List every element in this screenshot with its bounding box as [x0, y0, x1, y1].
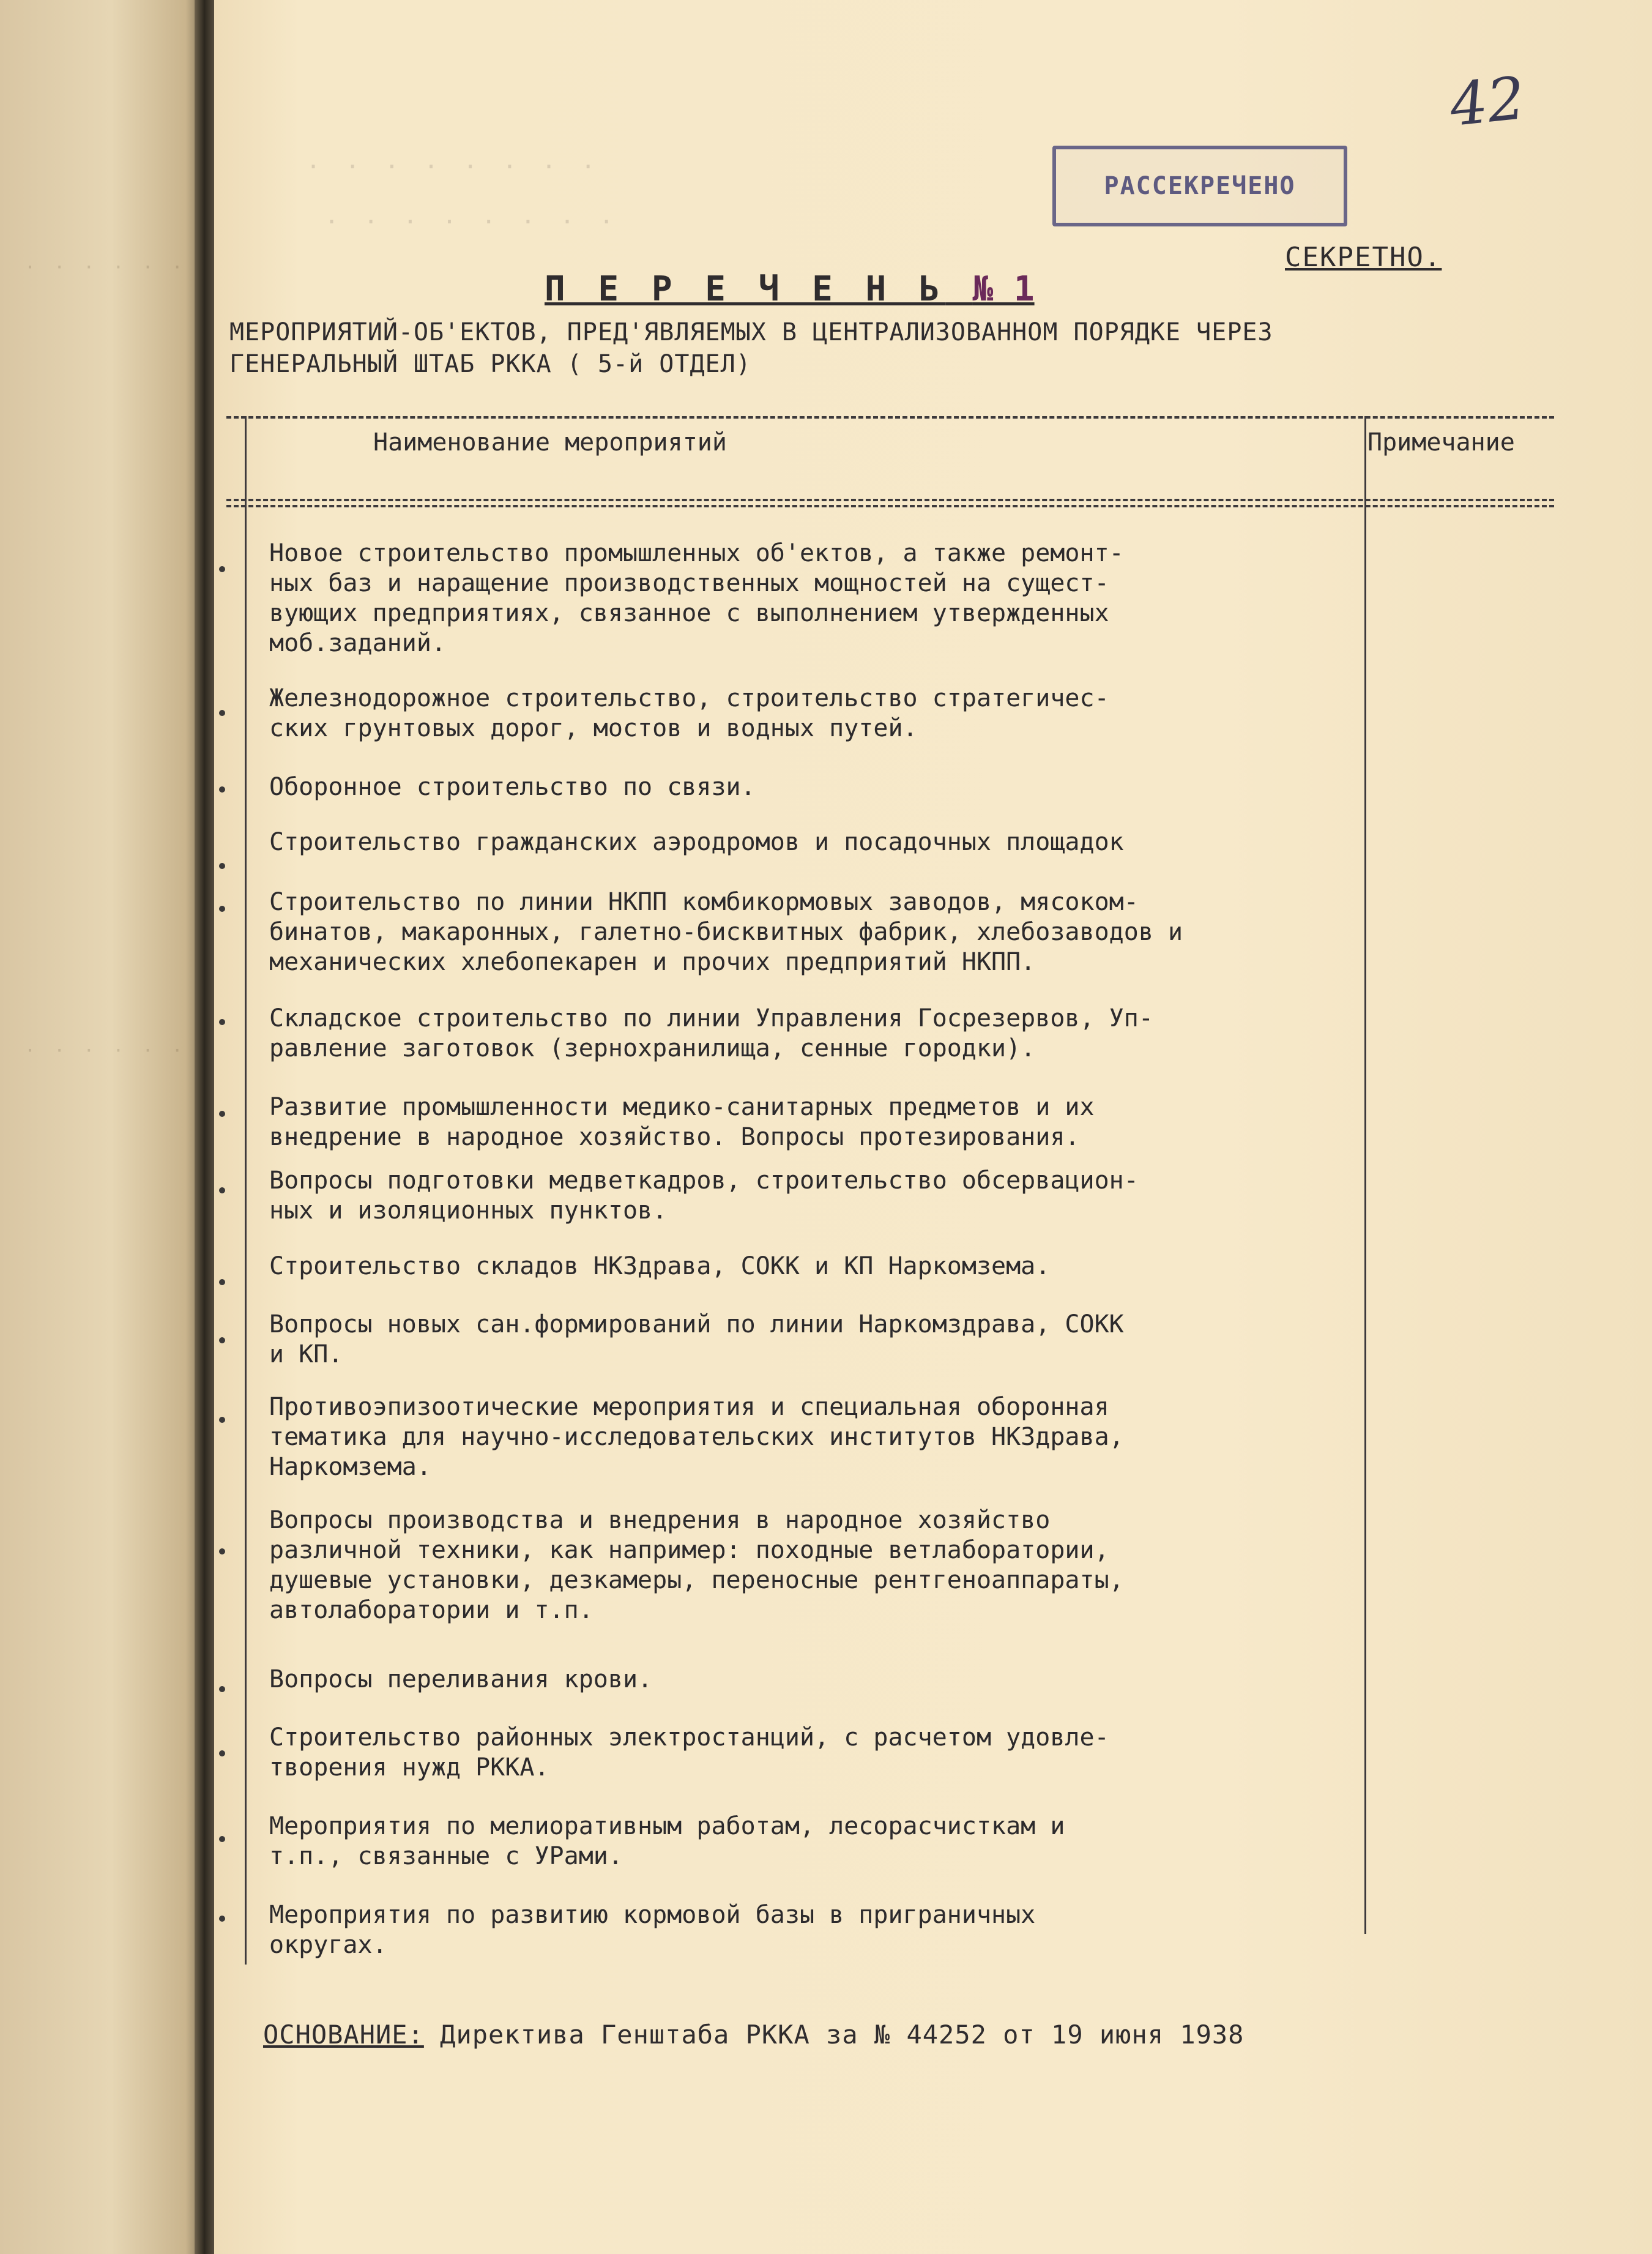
- list-item: Складское строительство по линии Управления Госрезервов, Уп- равление заготовок (зернохранилища, сенные городки).: [269, 1004, 1153, 1062]
- basis-text: Директива Генштаба РККА за № 44252 от 19 июня 1938: [423, 2020, 1245, 2050]
- declassified-stamp: РАССЕКРЕЧЕНО: [1052, 146, 1347, 226]
- list-bullet: [219, 1836, 225, 1842]
- list-bullet: [219, 906, 225, 912]
- heading-number: № 1: [972, 269, 1035, 309]
- list-item: Вопросы переливания крови.: [269, 1665, 653, 1693]
- basis-line: [263, 2020, 1244, 2050]
- list-item: Строительство складов НКЗдрава, СОКК и КП Наркомзема.: [269, 1252, 1051, 1280]
- list-bullet: [219, 1916, 225, 1922]
- col-name-header: Наименование мероприятий: [373, 428, 727, 457]
- list-bullet: [219, 1548, 225, 1554]
- document-heading: [545, 269, 1035, 309]
- list-bullet: [219, 566, 225, 572]
- list-item: Строительство гражданских аэродромов и посадочных площадок: [269, 828, 1124, 856]
- list-item: Мероприятия по развитию кормовой базы в приграничных округах.: [269, 1901, 1036, 1959]
- list-item: Мероприятия по мелиоративным работам, лесорасчисткам и т.п., связанные с УРами.: [269, 1812, 1065, 1870]
- bleed-through-mark: · · · · · ·: [24, 1040, 187, 1062]
- heading-word: П Е Р Е Ч Е Н Ь: [545, 269, 946, 309]
- list-bullet: [219, 710, 225, 716]
- bleed-through-mark: · · · · · · · ·: [324, 208, 619, 236]
- table-left-border: [245, 416, 247, 1965]
- col-note-header: Примечание: [1367, 428, 1515, 457]
- bleed-through-mark: · · · · · · · ·: [306, 153, 601, 181]
- list-item: Развитие промышленности медико-санитарных предметов и их внедрение в народное хозяйство. Вопросы протезирования.: [269, 1093, 1095, 1151]
- basis-label: ОСНОВАНИЕ:: [263, 2020, 424, 2050]
- list-bullet: [219, 863, 225, 869]
- list-item: Оборонное строительство по связи.: [269, 773, 756, 801]
- document-page: [214, 0, 1652, 2254]
- list-item: Строительство по линии НКПП комбикормовых заводов, мясоком- бинатов, макаронных, галетно-бисквитных фабрик, хлебозаводов и механических хлебопекарен и прочих предприятий НКПП.: [269, 888, 1183, 976]
- list-bullet: [219, 1337, 225, 1343]
- table-top-rule: [226, 416, 1554, 419]
- adjacent-page: [0, 0, 202, 2254]
- list-bullet: [219, 1279, 225, 1285]
- list-bullet: [219, 1111, 225, 1117]
- list-bullet: [219, 1417, 225, 1423]
- list-bullet: [219, 1750, 225, 1756]
- list-item: Вопросы производства и внедрения в народное хозяйство различной техники, как например: походные ветлаборатории, душевые установки, дезкамеры, переносные рентгеноаппараты, автолаборатории и т.п.: [269, 1506, 1124, 1624]
- list-bullet: [219, 1686, 225, 1692]
- subtitle-line-2: ГЕНЕРАЛЬНЫЙ ШТАБ РККА ( 5-й ОТДЕЛ): [229, 350, 751, 378]
- list-item: Вопросы новых сан.формирований по линии Наркомздрава, СОКК и КП.: [269, 1310, 1124, 1368]
- table-header-rule: [226, 499, 1554, 501]
- subtitle-line-1: МЕРОПРИЯТИЙ-ОБ'ЕКТОВ, ПРЕД'ЯВЛЯЕМЫХ В ЦЕНТРАЛИЗОВАННОМ ПОРЯДКЕ ЧЕРЕЗ: [229, 318, 1273, 346]
- list-item: Железнодорожное строительство, строительство стратегичес- ских грунтовых дорог, мостов и водных путей.: [269, 684, 1109, 742]
- list-item: Новое строительство промышленных об'ектов, а также ремонт- ных баз и наращение производственных мощностей на сущест- вующих предприятиях, связанное с выполнением утвержденных моб.заданий.: [269, 539, 1124, 657]
- list-bullet: [219, 1187, 225, 1193]
- list-item: Противоэпизоотические мероприятия и специальная оборонная тематика для научно-исследовательских институтов НКЗдрава, Наркомзема.: [269, 1393, 1124, 1481]
- bleed-through-mark: · · · · · ·: [24, 257, 187, 278]
- list-bullet: [219, 1019, 225, 1025]
- list-bullet: [219, 786, 225, 793]
- classification-mark: СЕКРЕТНО.: [1285, 242, 1442, 273]
- table-header-rule-2: [226, 505, 1554, 507]
- list-item: Строительство районных электростанций, с расчетом удовле- творения нужд РККА.: [269, 1723, 1109, 1782]
- folio-number: 42: [1446, 63, 1528, 140]
- list-item: Вопросы подготовки медветкадров, строительство обсервацион- ных и изоляционных пунктов.: [269, 1166, 1139, 1225]
